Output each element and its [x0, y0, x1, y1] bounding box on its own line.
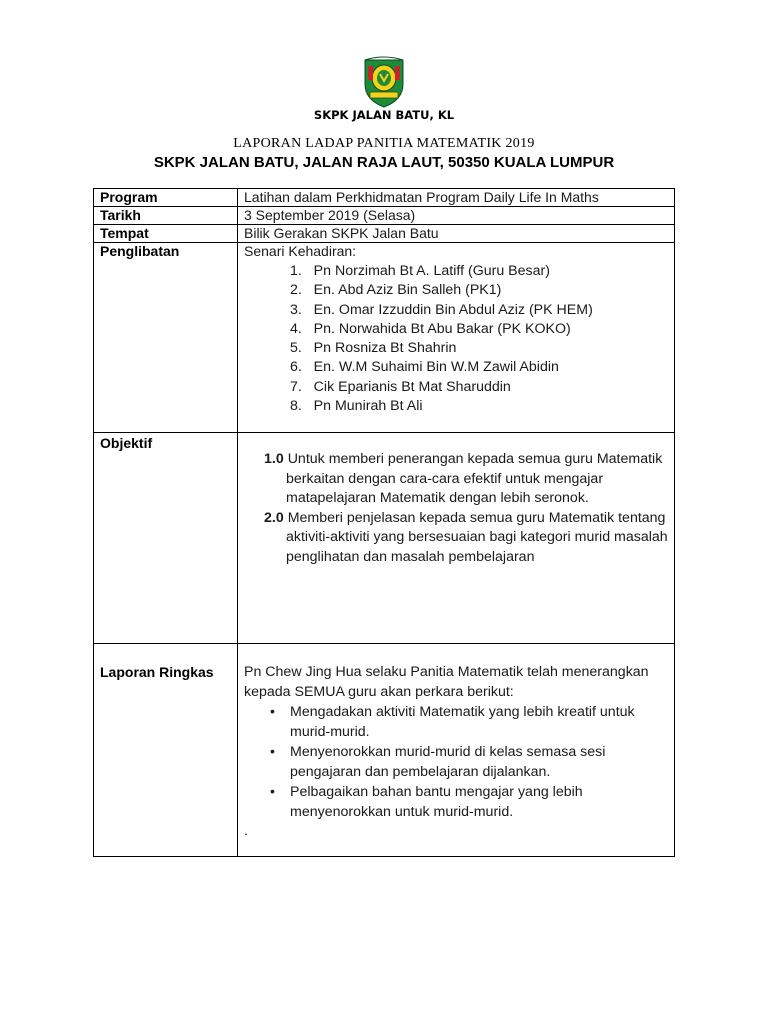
attendance-intro: Senari Kehadiran: [244, 243, 357, 259]
row-tempat [94, 225, 675, 243]
report-table [93, 188, 675, 857]
list-item: 6. En. W.M Suhaimi Bin W.M Zawil Abidin [290, 359, 559, 376]
list-item: 1. Pn Norzimah Bt A. Latiff (Guru Besar) [290, 263, 550, 279]
list-item: 8. Pn Munirah Bt Ali [290, 398, 423, 415]
list-item: • Mengadakan aktiviti Matematik yang lebih kreatif untuk murid-murid. [270, 704, 635, 740]
list-item: • Pelbagaikan bahan bantu mengajar yang lebih menyenorokkan untuk murid-murid. [270, 784, 583, 820]
school-crest-icon [361, 54, 407, 109]
value-tarikh: 3 September 2019 (Selasa) [238, 207, 675, 225]
value-tempat: Bilik Gerakan SKPK Jalan Batu [238, 225, 675, 243]
row-objektif [94, 433, 675, 644]
row-laporan [94, 644, 675, 857]
bullet-icon: • [270, 704, 275, 720]
label-tempat: Tempat [94, 225, 238, 243]
value-objektif [238, 433, 675, 644]
row-tarikh [94, 207, 675, 225]
value-program: Latihan dalam Perkhidmatan Program Daily Life In Maths [238, 189, 675, 207]
label-penglibatan: Penglibatan [94, 243, 238, 433]
summary-intro: Pn Chew Jing Hua selaku Panitia Matematik telah menerangkan kepada SEMUA guru akan perkara berikut: [244, 664, 649, 700]
list-item: 4. Pn. Norwahida Bt Abu Bakar (PK KOKO) [290, 320, 571, 337]
row-program [94, 189, 675, 207]
value-laporan [238, 644, 675, 857]
list-item: 3. En. Omar Izzuddin Bin Abdul Aziz (PK HEM) [290, 301, 593, 318]
list-item: 2. En. Abd Aziz Bin Salleh (PK1) [290, 282, 502, 299]
value-penglibatan [238, 243, 675, 433]
objective-item: 1.0 Untuk memberi penerangan kepada semua guru Matematik berkaitan dengan cara-cara efektif untuk mengajar matapelajaran Matematik dengan lebih seronok. [264, 451, 663, 506]
trailing-mark: . [244, 822, 248, 838]
report-title: LAPORAN LADAP PANITIA MATEMATIK 2019 [233, 136, 535, 151]
list-item: • Menyenorokkan murid-murid di kelas semasa sesi pengajaran dan pembelajaran dijalankan. [270, 744, 606, 780]
school-name: SKPK JALAN BATU, KL [313, 108, 455, 122]
bullet-icon: • [270, 784, 275, 800]
label-objektif: Objektif [94, 433, 238, 644]
summary-list [244, 703, 668, 822]
attendee-list [244, 262, 668, 416]
objective-item: 2.0 Memberi penjelasan kepada semua guru Matematik tentang aktiviti-aktiviti yang bersesuaian bagi kategori murid masalah penglihatan dan masalah pembelajaran [264, 509, 668, 565]
bullet-icon: • [270, 744, 275, 760]
list-item: 5. Pn Rosniza Bt Shahrin [290, 340, 457, 357]
label-program: Program [94, 189, 238, 207]
label-laporan: Laporan Ringkas [94, 644, 238, 857]
list-item: 7. Cik Eparianis Bt Mat Sharuddin [290, 378, 511, 395]
row-penglibatan [94, 243, 675, 433]
label-tarikh: Tarikh [94, 207, 238, 225]
report-subtitle: SKPK JALAN BATU, JALAN RAJA LAUT, 50350 KUALA LUMPUR [153, 154, 615, 171]
